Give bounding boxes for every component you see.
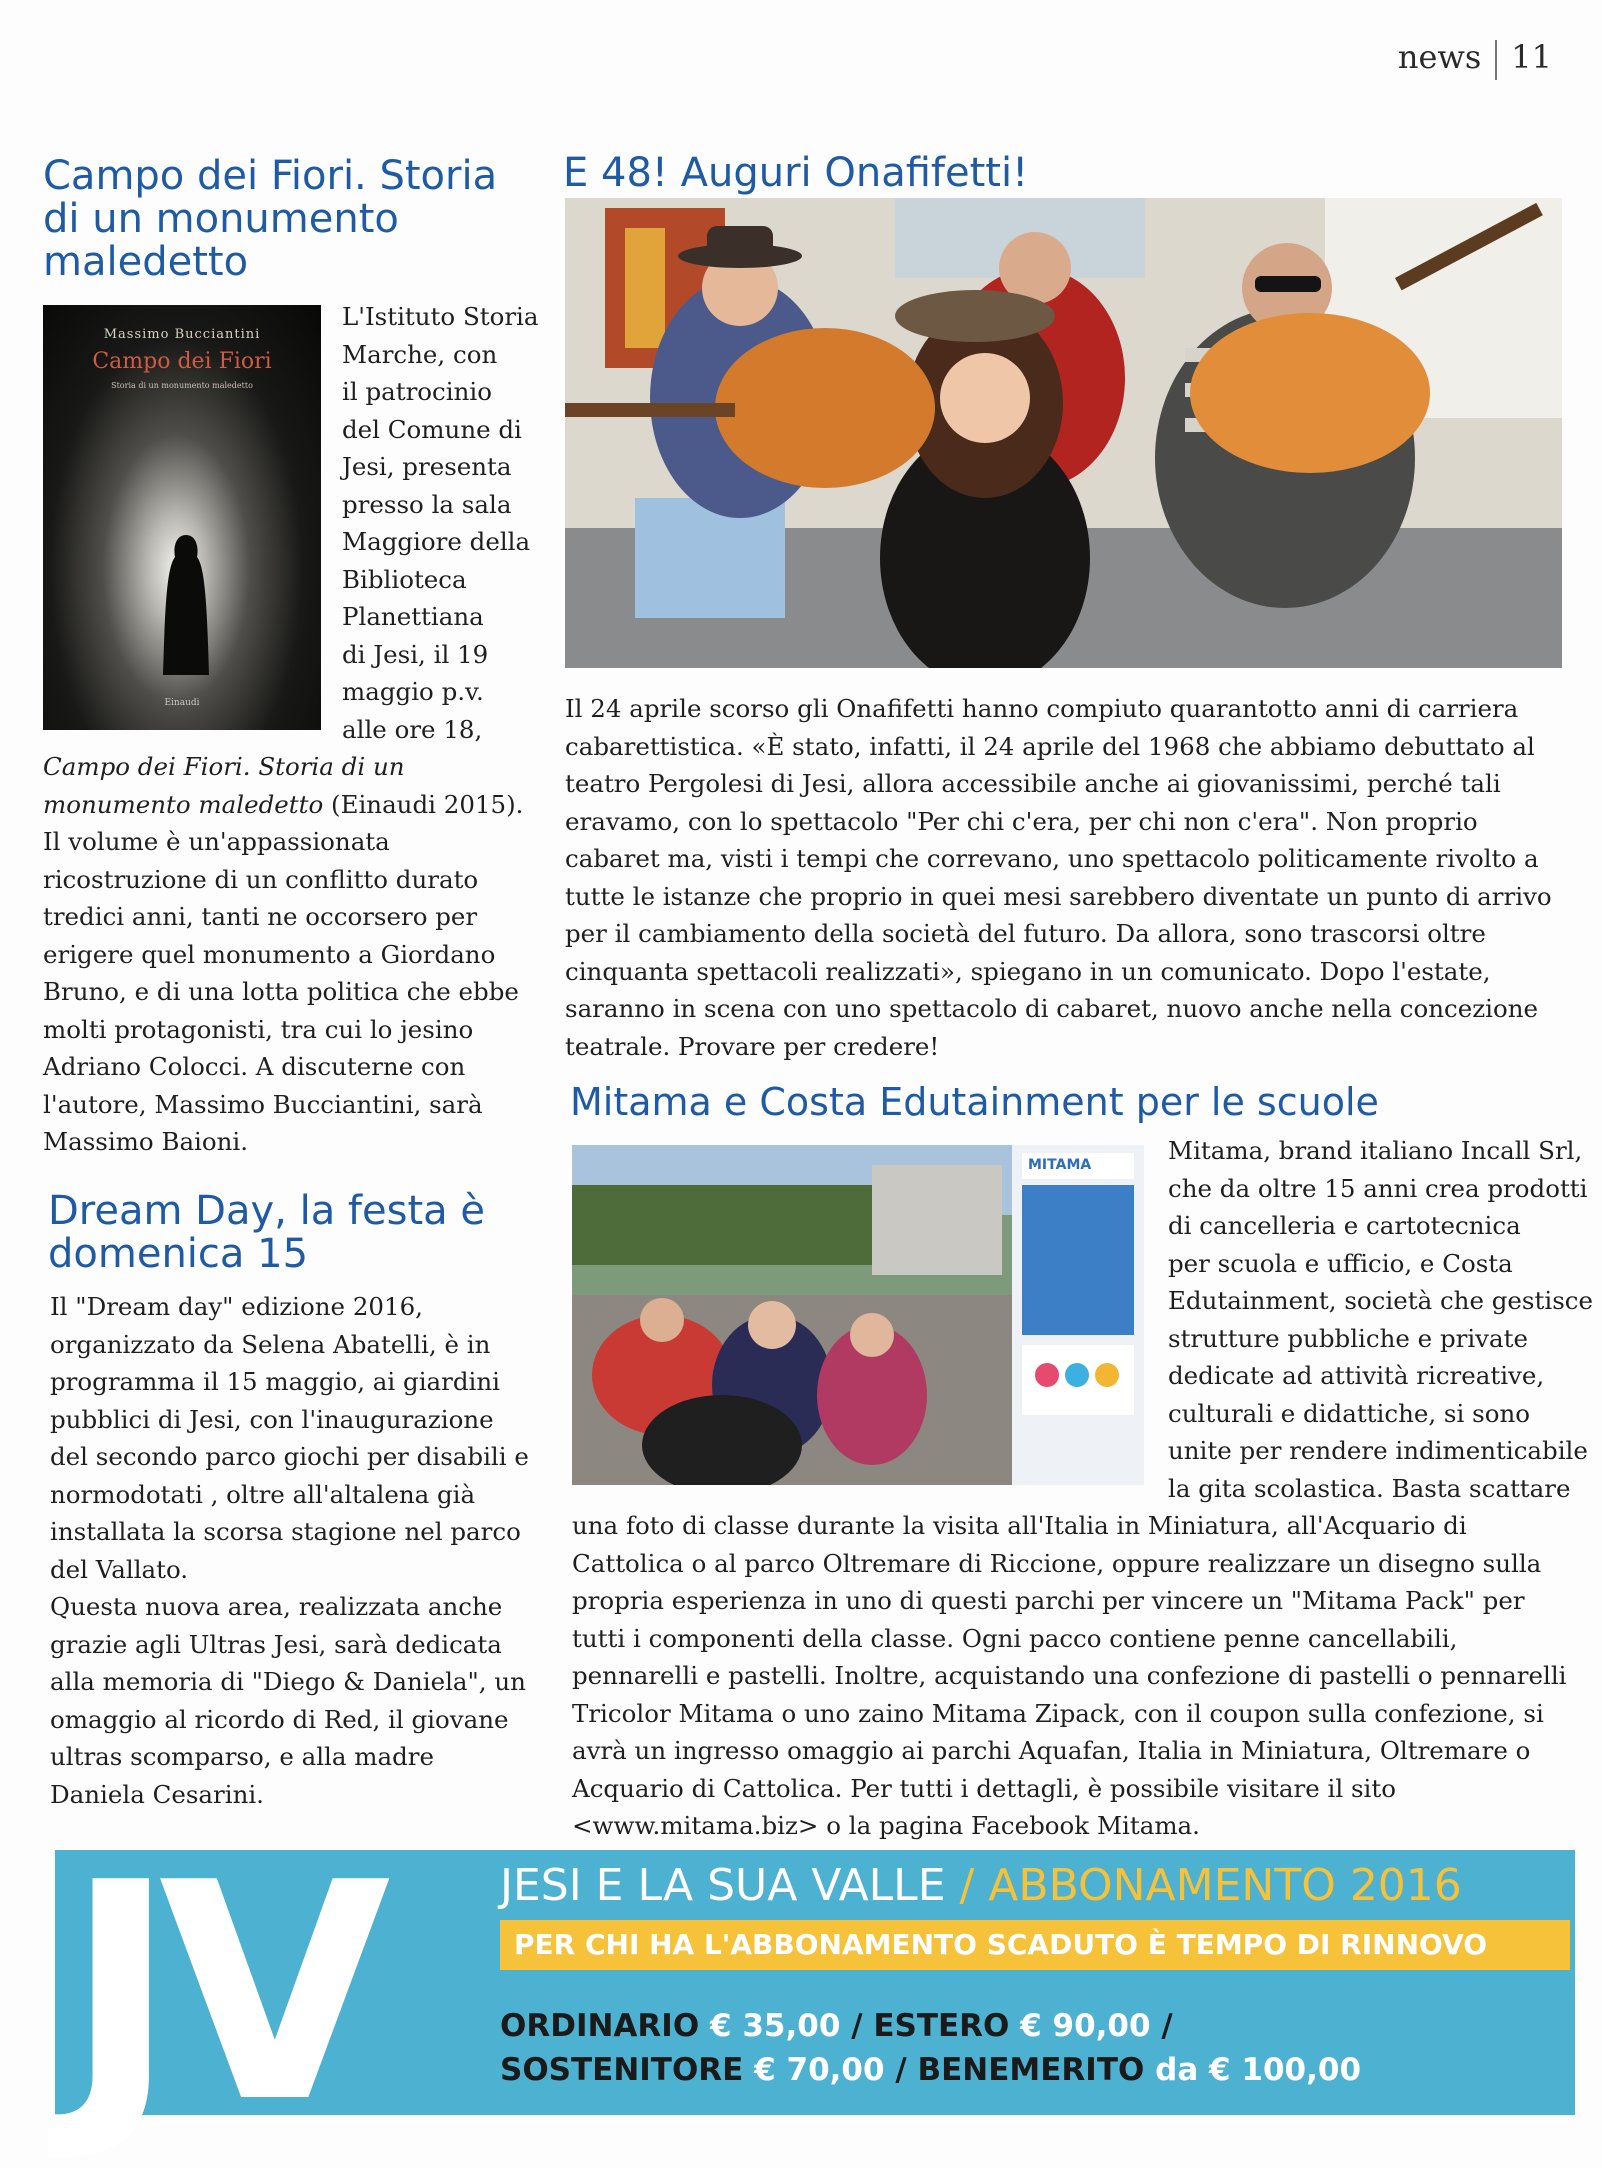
text-line: dedicate ad attività ricreative, bbox=[1168, 1361, 1545, 1390]
banner-title-highlight: / ABBONAMENTO 2016 bbox=[945, 1860, 1462, 1911]
renewal-strip bbox=[500, 1920, 1570, 1970]
statue-silhouette-icon bbox=[161, 535, 211, 675]
book-subtitle: Storia di un monumento maledetto bbox=[111, 381, 253, 390]
price-label-estero: / ESTERO bbox=[840, 2008, 1021, 2044]
price-amount-benemerito: da € 100,00 bbox=[1155, 2052, 1362, 2088]
article4-body-text: una foto di classe durante la visita all'Italia in Miniatura, all'Acquario di Cattolica o al parco Oltremare di Riccione, oppure realizzare un disegno sulla propria esperienza in uno di questi parchi per vincere un "Mitama Pack" per tutti i componenti della classe. Ogni pacco contiene penne cancellabili, pennarelli e pastelli. Inoltre, acquistando una confezione di pastelli o pennarelli Tricolor Mitama o uno zaino Mitama Zipack, con il coupon sulla confezione, si avrà un ingresso omaggio ai parchi Aquafan, Italia in Miniatura, Oltremare o Acquario di Cattolica. Per tutti i dettagli, è possibile visitare il sito <www.mitama.biz> o la pagina Facebook Mitama. bbox=[572, 1511, 1567, 1840]
book-title-italic: Campo dei Fiori. Storia di un monumento maledetto bbox=[43, 752, 405, 819]
text-line: per scuola e ufficio, e Costa bbox=[1168, 1248, 1513, 1278]
book-publisher: Einaudi bbox=[164, 698, 200, 708]
header-divider bbox=[1495, 40, 1497, 80]
text-line: unite per rendere indimenticabile bbox=[1168, 1436, 1588, 1465]
text-line: L'Istituto Storia bbox=[342, 302, 539, 331]
text-line: di cancelleria e cartotecnica bbox=[1168, 1211, 1521, 1240]
price-label-benemerito: / BENEMERITO bbox=[884, 2052, 1156, 2088]
article3-paragraph-2: Questa nuova area, realizzata anche grazie agli Ultras Jesi, sarà dedicata alla memoria di "Diego & Daniela", un omaggio al ricordo di Red, il giovane ultras scomparso, e alla madre Daniela Cesarini. bbox=[50, 1592, 526, 1809]
onafifetti-band-photo bbox=[565, 198, 1562, 668]
jv-logo: JV bbox=[65, 1819, 373, 2168]
text-line: Biblioteca bbox=[342, 564, 467, 594]
text-line: Mitama, brand italiano Incall Srl, bbox=[1168, 1136, 1583, 1165]
subscription-banner bbox=[55, 1819, 1575, 2168]
text-line: alle ore 18, bbox=[342, 714, 483, 744]
price-amount-estero: € 90,00 bbox=[1020, 2008, 1151, 2044]
school-trip-illustration bbox=[572, 1145, 1144, 1485]
text-line: Maggiore della bbox=[342, 527, 531, 556]
article2-body-text: Il 24 aprile scorso gli Onafifetti hanno compiuto quarantotto anni di carriera cabarettistica. «È stato, infatti, il 24 aprile del 1968 che abbiamo debuttato al teatro Pergolesi di Jesi, allora accessibile anche ai giovanissimi, perché tali eravamo, con lo spettacolo "Per chi c'era, per chi non c'era". Non proprio cabaret ma, visti i tempi che correvano, uno spettacolo politicamente rivolto a tutte le istanze che proprio in quei mesi sarebbero diventate un punto di arrivo per il cambiamento della società del futuro. Da allora, sono trascorsi oltre cinquanta spettacoli realizzati», spiegano in un comunicato. Dopo l'estate, saranno in scena con uno spettacolo di cabaret, nuovo anche nella concezione teatrale. Provare per credere! bbox=[565, 694, 1552, 1061]
text-line: Marche, con bbox=[342, 339, 498, 369]
text-line: la gita scolastica. Basta scattare bbox=[1168, 1473, 1571, 1503]
article4-body bbox=[572, 1507, 1572, 1845]
banner-title-main: JESI E LA SUA VALLE bbox=[500, 1860, 946, 1911]
price-label-sostenitore: SOSTENITORE bbox=[500, 2052, 755, 2088]
book-title: Campo dei Fiori bbox=[92, 349, 272, 374]
article-title-dream-day: Dream Day, la festa è domenica 15 bbox=[48, 1188, 485, 1278]
text-line: del Comune di bbox=[342, 414, 522, 444]
price-amount-sostenitore: € 70,00 bbox=[754, 2052, 885, 2088]
article-title-onafifetti: E 48! Auguri Onafifetti! bbox=[563, 150, 1029, 196]
article1-body bbox=[43, 748, 533, 1161]
price-amount-ordinario: € 35,00 bbox=[709, 2008, 841, 2044]
price-line-2 bbox=[500, 2052, 1361, 2088]
text-line: culturali e didattiche, si sono bbox=[1168, 1398, 1530, 1428]
text-line: presso la sala bbox=[342, 489, 512, 519]
article3-body bbox=[50, 1288, 535, 1813]
book-author: Massimo Bucciantini bbox=[103, 327, 261, 342]
book-cover-image bbox=[43, 305, 321, 730]
musicians-illustration bbox=[565, 198, 1562, 668]
price-separator: / bbox=[1150, 2008, 1173, 2044]
article1-intro-column bbox=[342, 298, 539, 748]
text-line: strutture pubbliche e private bbox=[1168, 1323, 1528, 1353]
article3-paragraph-1: Il "Dream day" edizione 2016, organizzato da Selena Abatelli, è in programma il 15 maggio, ai giardini pubblici di Jesi, con l'inaugurazione del secondo parco giochi per disabili e normodotati , oltre all'altalena già installata la scorsa stagione nel parco del Vallato. bbox=[50, 1292, 529, 1584]
price-label-ordinario: ORDINARIO bbox=[500, 2008, 710, 2044]
article2-body bbox=[565, 690, 1565, 1065]
school-trip-photo bbox=[572, 1145, 1144, 1485]
article4-intro-column bbox=[1168, 1132, 1593, 1507]
article-title-campo-dei-fiori: Campo dei Fiori. Storia di un monumento maledetto bbox=[43, 153, 498, 286]
price-line-1 bbox=[500, 2008, 1173, 2044]
renewal-message: PER CHI HA L'ABBONAMENTO SCADUTO È TEMPO DI RINNOVO bbox=[514, 1928, 1488, 1961]
section-label: news bbox=[1397, 38, 1482, 76]
text-line: il patrocinio bbox=[342, 377, 492, 406]
page-number: 11 bbox=[1511, 38, 1552, 76]
article1-body-text: (Einaudi 2015). Il volume è un'appassionata ricostruzione di un conflitto durato tredici anni, tanti ne occorsero per erigere quel monumento a Giordano Bruno, e di una lotta politica che ebbe molti protagonisti, tra cui lo jesino Adriano Colocci. A discuterne con l'autore, Massimo Bucciantini, sarà Massimo Baioni. bbox=[43, 789, 524, 1156]
text-line: che da oltre 15 anni crea prodotti bbox=[1168, 1173, 1588, 1203]
text-line: Planettiana bbox=[342, 602, 484, 631]
text-line: di Jesi, il 19 bbox=[342, 639, 489, 669]
text-line: Jesi, presenta bbox=[342, 452, 512, 481]
page-header bbox=[1398, 38, 1552, 80]
article-title-mitama: Mitama e Costa Edutainment per le scuole bbox=[570, 1080, 1379, 1124]
text-line: maggio p.v. bbox=[342, 677, 484, 706]
text-line: Edutainment, società che gestisce bbox=[1168, 1286, 1593, 1315]
banner-title bbox=[500, 1860, 1462, 1911]
mitama-logo: MITAMA bbox=[1028, 1157, 1092, 1173]
